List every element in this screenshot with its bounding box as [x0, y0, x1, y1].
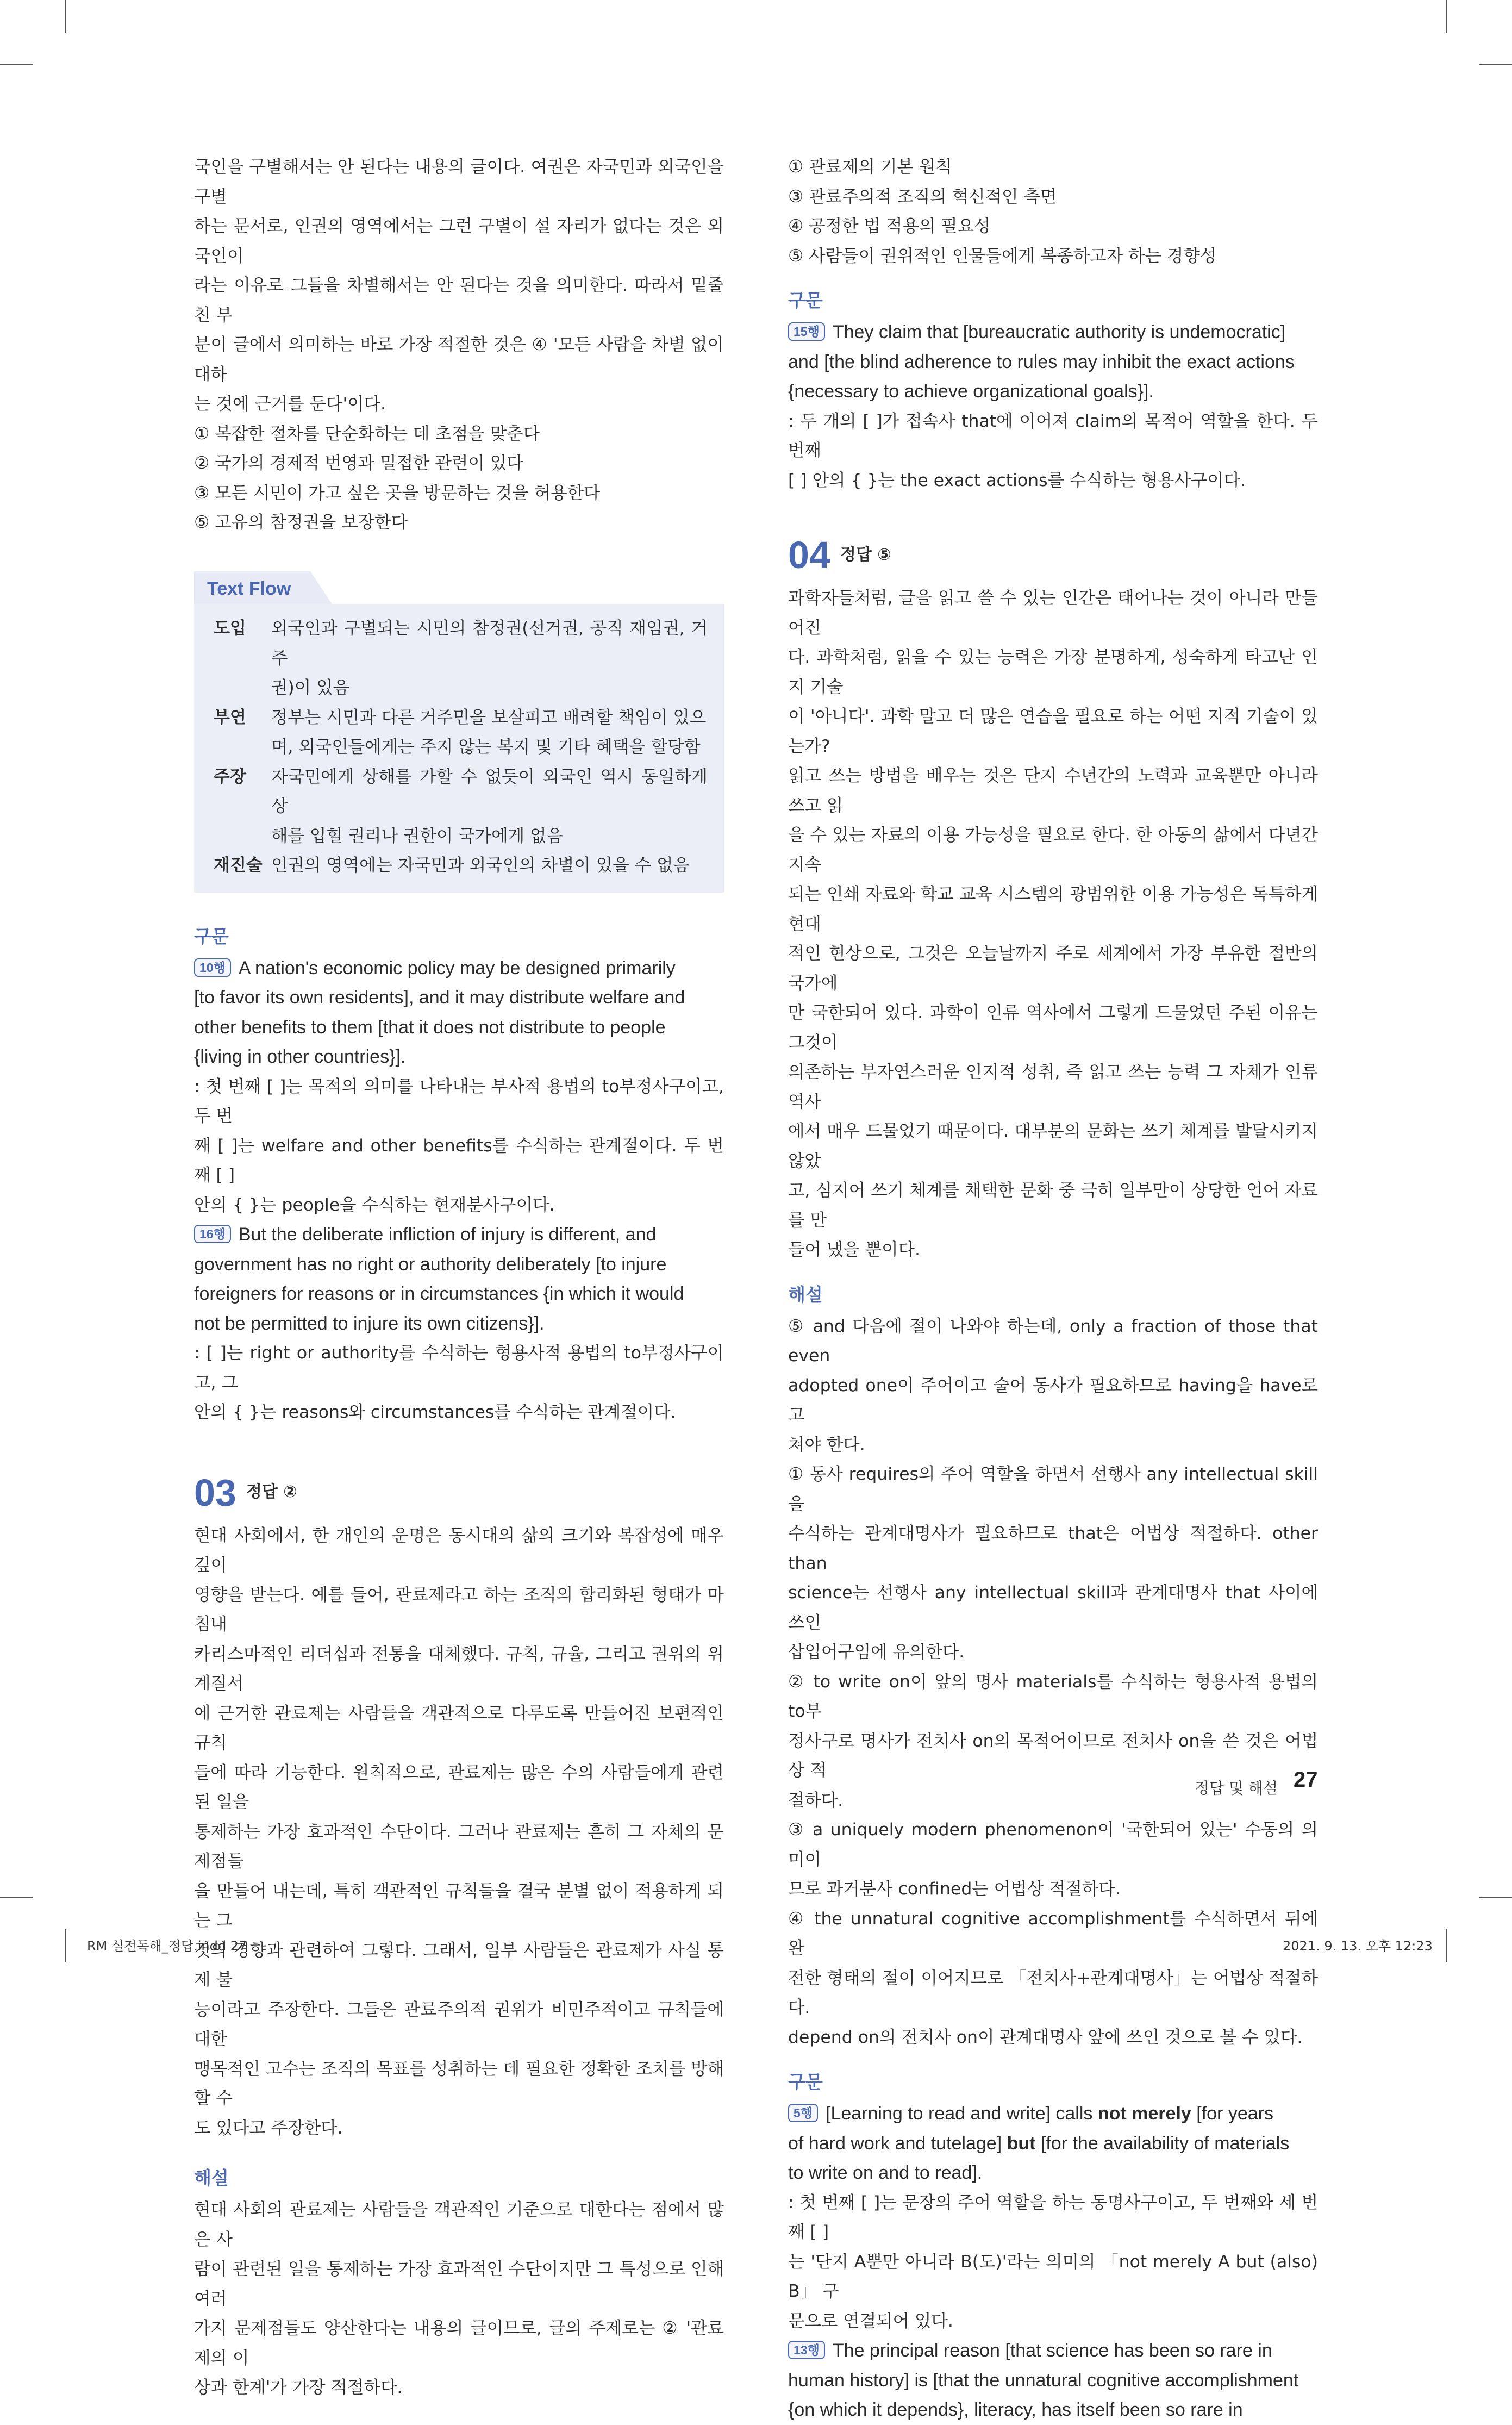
text-line: 전한 형태의 절이 이어지므로 「전치사+관계대명사」는 어법상 적절하다. — [788, 1968, 1318, 2017]
text-line: 을 만들어 내는데, 특히 객관적인 규칙들을 결국 분별 없이 적용하게 되는 그 — [194, 1881, 724, 1930]
text-line: 하는 문서로, 인권의 영역에서는 그런 구별이 설 자리가 없다는 것은 외국인이 — [194, 216, 724, 266]
bold-phrase: but — [1007, 2133, 1036, 2154]
text-line: 수식하는 관계대명사가 필요하므로 that은 어법상 적절하다. other than — [788, 1524, 1318, 1573]
text-line: 해를 입힐 권리나 권한이 국가에게 없음 — [271, 826, 563, 846]
line-tag: 5행 — [788, 2104, 818, 2122]
bold-phrase: not merely — [1097, 2103, 1191, 2124]
print-slug-file: RM 실전독해_정답.indd 27 — [87, 1938, 247, 1954]
text-line: foreigners for reasons or in circumstances {in which it would — [194, 1283, 684, 1304]
text-line: A nation's economic policy may be designed primarily — [238, 957, 676, 978]
option-line: ② 국가의 경제적 번영과 밀접한 관련이 있다 — [194, 453, 523, 473]
text-line: government has no right or authority deliberately [to injure — [194, 1254, 667, 1275]
text-flow-row — [214, 851, 708, 881]
print-slug-date: 2021. 9. 13. 오후 12:23 — [1283, 1938, 1433, 1954]
text-line: 문으로 연결되어 있다. — [788, 2311, 953, 2331]
text-line: {necessary to achieve organizational goals}]. — [788, 381, 1154, 402]
question-04-header — [788, 533, 1318, 579]
haeseol-heading: 해설 — [788, 1283, 823, 1305]
text-segment: [for years — [1191, 2103, 1273, 2124]
text-line: 람이 관련된 일을 통제하는 가장 효과적인 수단이지만 그 특성으로 인해 여러 — [194, 2259, 724, 2309]
option-line: ④ 공정한 법 적용의 필요성 — [788, 216, 991, 236]
text-line: 며, 외국인들에게는 주지 않는 복지 및 기타 혜택을 할당함 — [271, 737, 701, 757]
text-line: 들에 따라 기능한다. 원칙적으로, 관료제는 많은 수의 사람들에게 관련된 일을 — [194, 1762, 724, 1812]
text-line: depend on의 전치사 on이 관계대명사 앞에 쓰인 것으로 볼 수 있다. — [788, 2027, 1303, 2047]
text-line: 통제하는 가장 효과적인 수단이다. 그러나 관료제는 흔히 그 자체의 문제점들 — [194, 1822, 724, 1871]
q04-translation — [788, 583, 1318, 1265]
text-line: [to favor its own residents], and it may distribute welfare and — [194, 987, 685, 1008]
text-line: 절하다. — [788, 1790, 844, 1810]
crop-mark — [1479, 64, 1512, 65]
question-number: 04 — [788, 534, 830, 576]
text-segment: of hard work and tutelage] — [788, 2133, 1007, 2154]
option-line: ⑤ 고유의 참정권을 보장한다 — [194, 513, 408, 532]
q02-explanation-tail — [194, 152, 724, 538]
gumun-heading: 구문 — [788, 2071, 823, 2092]
footer-section-title: 정답 및 해설 — [1195, 1779, 1278, 1797]
line-tag: 16행 — [194, 1225, 231, 1243]
syntax-example — [194, 1220, 724, 1338]
text-line: [ ] 안의 { }는 the exact actions를 수식하는 형용사구이다. — [788, 470, 1246, 490]
text-flow-row — [214, 614, 708, 703]
text-line: 째 [ ]는 welfare and other benefits를 수식하는 관계절이다. 두 번째 [ ] — [194, 1136, 724, 1185]
option-line: ① 관료제의 기본 원칙 — [788, 157, 952, 177]
text-line: 을 수 있는 자료의 이용 가능성을 필요로 한다. 한 아동의 삶에서 다년간 지속 — [788, 825, 1318, 875]
text-line: and [the blind adherence to rules may inhibit the exact actions — [788, 351, 1295, 372]
syntax-note — [194, 1338, 724, 1427]
q03-explanation — [194, 2195, 724, 2403]
left-column — [194, 152, 724, 2403]
text-line: 능이라고 주장한다. 그들은 관료주의적 권위가 비민주적이고 규칙들에 대한 — [194, 1999, 724, 2049]
text-line: ③ a uniquely modern phenomenon이 '국한되어 있는' 수동의 의미이 — [788, 1820, 1318, 1869]
q03-translation — [194, 1521, 724, 2143]
text-flow-title: Text Flow — [194, 571, 310, 604]
gumun-heading: 구문 — [788, 290, 823, 311]
text-line: 정사구로 명사가 전치사 on의 목적어이므로 전치사 on을 쓴 것은 어법상 적 — [788, 1731, 1318, 1780]
q04-explanation — [788, 1312, 1318, 2053]
text-line: other benefits to them [that it does not distribute to people — [194, 1017, 666, 1038]
answer-label: 정답 ⑤ — [840, 545, 891, 564]
syntax-note — [788, 407, 1318, 496]
crop-mark — [1446, 0, 1447, 33]
text-line: 현대 사회의 관료제는 사람들을 객관적인 기준으로 대한다는 점에서 많은 사 — [194, 2200, 724, 2249]
text-line: not be permitted to injure its own citizens}]. — [194, 1313, 545, 1334]
syntax-note — [194, 1072, 724, 1220]
text-line: 적인 현상으로, 그것은 오늘날까지 주로 세계에서 가장 부유한 절반의 국가에 — [788, 944, 1318, 993]
text-line: : 첫 번째 [ ]는 문장의 주어 역할을 하는 동명사구이고, 두 번째와 세 번째 [ ] — [788, 2192, 1318, 2242]
text-line: {living in other countries}]. — [194, 1046, 406, 1067]
text-line: 들어 냈을 뿐이다. — [788, 1240, 921, 1260]
text-line: 이 '아니다'. 과학 말고 더 많은 연습을 필요로 하는 어떤 지적 기술이 있는가? — [788, 707, 1318, 756]
syntax-note — [788, 2188, 1318, 2336]
text-line: 는 '단지 A뿐만 아니라 B(도)'라는 의미의 「not merely A but (also) B」 구 — [788, 2252, 1318, 2301]
text-line: They claim that [bureaucratic authority is undemocratic] — [832, 322, 1286, 342]
text-line: 국인을 구별해서는 안 된다는 내용의 글이다. 여권은 자국민과 외국인을 구별 — [194, 157, 724, 207]
right-column — [788, 152, 1318, 2425]
text-line: 카리스마적인 리더십과 전통을 대체했다. 규칙, 규율, 그리고 권위의 위계질서 — [194, 1644, 724, 1693]
syntax-example — [194, 953, 724, 1072]
text-line: 과학자들처럼, 글을 읽고 쓸 수 있는 인간은 태어나는 것이 아니라 만들어진 — [788, 588, 1318, 638]
text-line: 도 있다고 주장한다. — [194, 2118, 343, 2138]
text-line: : [ ]는 right or authority를 수식하는 형용사적 용법의 to부정사구이고, 그 — [194, 1343, 724, 1393]
text-flow-label: 주장 — [214, 766, 246, 787]
text-line: science는 선행사 any intellectual skill과 관계대명사 that 사이에 쓰인 — [788, 1583, 1318, 1632]
text-segment: [Learning to read and write] calls — [826, 2103, 1098, 2124]
text-line: 가지 문제점들도 양산한다는 내용의 글이므로, 글의 주제로는 ② '관료제의 이 — [194, 2318, 724, 2368]
text-flow-row — [214, 703, 708, 762]
text-line: 인권의 영역에는 자국민과 외국인의 차별이 있을 수 없음 — [271, 856, 690, 875]
text-line: 는 것에 근거를 둔다'이다. — [194, 394, 386, 414]
text-line: 안의 { }는 people을 수식하는 현재분사구이다. — [194, 1195, 555, 1215]
text-line: 쳐야 한다. — [788, 1435, 865, 1455]
text-line: adopted one이 주어이고 술어 동사가 필요하므로 having을 have로 고 — [788, 1375, 1318, 1425]
page-number: 27 — [1294, 1768, 1318, 1792]
text-line: 의존하는 부자연스러운 인지적 성취, 즉 읽고 쓰는 능력 그 자체가 인류 역사 — [788, 1062, 1318, 1112]
crop-mark — [1446, 1929, 1447, 1962]
text-line: human history] is [that the unnatural cognitive accomplishment — [788, 2370, 1299, 2391]
text-line: ② to write on이 앞의 명사 materials를 수식하는 형용사적 용법의 to부 — [788, 1672, 1318, 1721]
text-line: 다. 과학처럼, 읽을 수 있는 능력은 가장 분명하게, 성숙하게 타고난 인지 기술 — [788, 647, 1318, 697]
haeseol-heading: 해설 — [194, 2167, 229, 2189]
crop-mark — [0, 1897, 33, 1898]
text-line: 영향을 받는다. 예를 들어, 관료제라고 하는 조직의 합리화된 형태가 마침내 — [194, 1585, 724, 1634]
line-tag: 10행 — [194, 958, 231, 977]
text-segment: [for the availability of materials — [1035, 2133, 1290, 2154]
answer-label: 정답 ② — [246, 1482, 297, 1502]
gumun-heading: 구문 — [194, 925, 229, 947]
line-tag: 15행 — [788, 322, 825, 341]
text-line: ① 동사 requires의 주어 역할을 하면서 선행사 any intellectual skill을 — [788, 1464, 1318, 1514]
syntax-example — [788, 2099, 1318, 2188]
text-line: 외국인과 구별되는 시민의 참정권(선거권, 공직 재임권, 거주 — [271, 619, 708, 668]
text-flow-row — [214, 762, 708, 851]
text-line: 맹목적인 고수는 조직의 목표를 성취하는 데 필요한 정확한 조치를 방해할 수 — [194, 2059, 724, 2108]
option-line: ③ 모든 시민이 가고 싶은 곳을 방문하는 것을 허용한다 — [194, 483, 601, 503]
syntax-example — [788, 317, 1318, 407]
text-flow-label: 부연 — [214, 707, 246, 727]
text-line: 안의 { }는 reasons와 circumstances를 수식하는 관계절이다. — [194, 1402, 676, 1422]
option-line: ① 복잡한 절차를 단순화하는 데 초점을 맞춘다 — [194, 423, 540, 444]
text-flow-box — [194, 571, 724, 893]
text-line: 에 근거한 관료제는 사람들을 객관적으로 다루도록 만들어진 보편적인 규칙 — [194, 1703, 724, 1753]
text-line: 분이 글에서 의미하는 바로 가장 적절한 것은 ④ '모든 사람을 차별 없이 대하 — [194, 335, 724, 384]
text-line: 것의 경향과 관련하여 그렇다. 그래서, 일부 사람들은 관료제가 사실 통제 불 — [194, 1940, 724, 1990]
text-line: : 첫 번째 [ ]는 목적의 의미를 나타내는 부사적 용법의 to부정사구이고, 두 번 — [194, 1076, 724, 1126]
question-03-header — [194, 1471, 724, 1517]
text-line: 되는 인쇄 자료와 학교 교육 시스템의 광범위한 이용 가능성은 독특하게 현대 — [788, 884, 1318, 934]
text-line: 삽입어구임에 유의한다. — [788, 1642, 965, 1662]
text-flow-label: 도입 — [214, 619, 246, 638]
crop-mark — [65, 1929, 66, 1962]
text-line: 읽고 쓰는 방법을 배우는 것은 단지 수년간의 노력과 교육뿐만 아니라 쓰고 읽 — [788, 766, 1318, 815]
text-line: {on which it depends}, literacy, has itself been so rare in — [788, 2399, 1243, 2420]
text-line: 상과 한계'가 가장 적절하다. — [194, 2378, 403, 2397]
text-line: 고, 심지어 쓰기 체계를 채택한 문화 중 극히 일부만이 상당한 언어 자료를 만 — [788, 1181, 1318, 1230]
text-flow-label: 재진술 — [214, 856, 263, 875]
text-line: 권)이 있음 — [271, 678, 350, 697]
text-line: 만 국한되어 있다. 과학이 인류 역사에서 그렇게 드물었던 주된 이유는 그것이 — [788, 1003, 1318, 1052]
crop-mark — [0, 64, 33, 65]
text-line: 에서 매우 드물었기 때문이다. 대부분의 문화는 쓰기 체계를 발달시키지 않았 — [788, 1121, 1318, 1171]
text-line: 므로 과거분사 confined는 어법상 적절하다. — [788, 1879, 1121, 1899]
text-line: 정부는 시민과 다른 거주민을 보살피고 배려할 책임이 있으 — [271, 707, 707, 727]
question-number: 03 — [194, 1471, 236, 1514]
text-line: to write on and to read]. — [788, 2162, 983, 2183]
text-line: But the deliberate infliction of injury is different, and — [238, 1224, 657, 1245]
option-line: ⑤ 사람들이 권위적인 인물들에게 복종하고자 하는 경향성 — [788, 246, 1217, 266]
text-line: 라는 이유로 그들을 차별해서는 안 된다는 것을 의미한다. 따라서 밑줄 친 부 — [194, 276, 724, 325]
q03-options — [788, 152, 1318, 271]
line-tag: 13행 — [788, 2341, 825, 2359]
text-line: 자국민에게 상해를 가할 수 없듯이 외국인 역시 동일하게 상 — [271, 766, 708, 816]
text-line: ④ the unnatural cognitive accomplishment를 수식하면서 뒤에 완 — [788, 1909, 1318, 1958]
text-line: ⑤ and 다음에 절이 나와야 하는데, only a fraction of those that even — [788, 1316, 1318, 1366]
syntax-example — [788, 2336, 1318, 2425]
crop-mark — [65, 0, 66, 33]
text-line: The principal reason [that science has been so rare in — [832, 2340, 1272, 2361]
option-line: ③ 관료주의적 조직의 혁신적인 측면 — [788, 186, 1057, 207]
text-line: : 두 개의 [ ]가 접속사 that에 이어져 claim의 목적어 역할을 한다. 두 번째 — [788, 411, 1318, 460]
text-line: 현대 사회에서, 한 개인의 운명은 동시대의 삶의 크기와 복잡성에 매우 깊이 — [194, 1525, 724, 1575]
crop-mark — [1479, 1897, 1512, 1898]
